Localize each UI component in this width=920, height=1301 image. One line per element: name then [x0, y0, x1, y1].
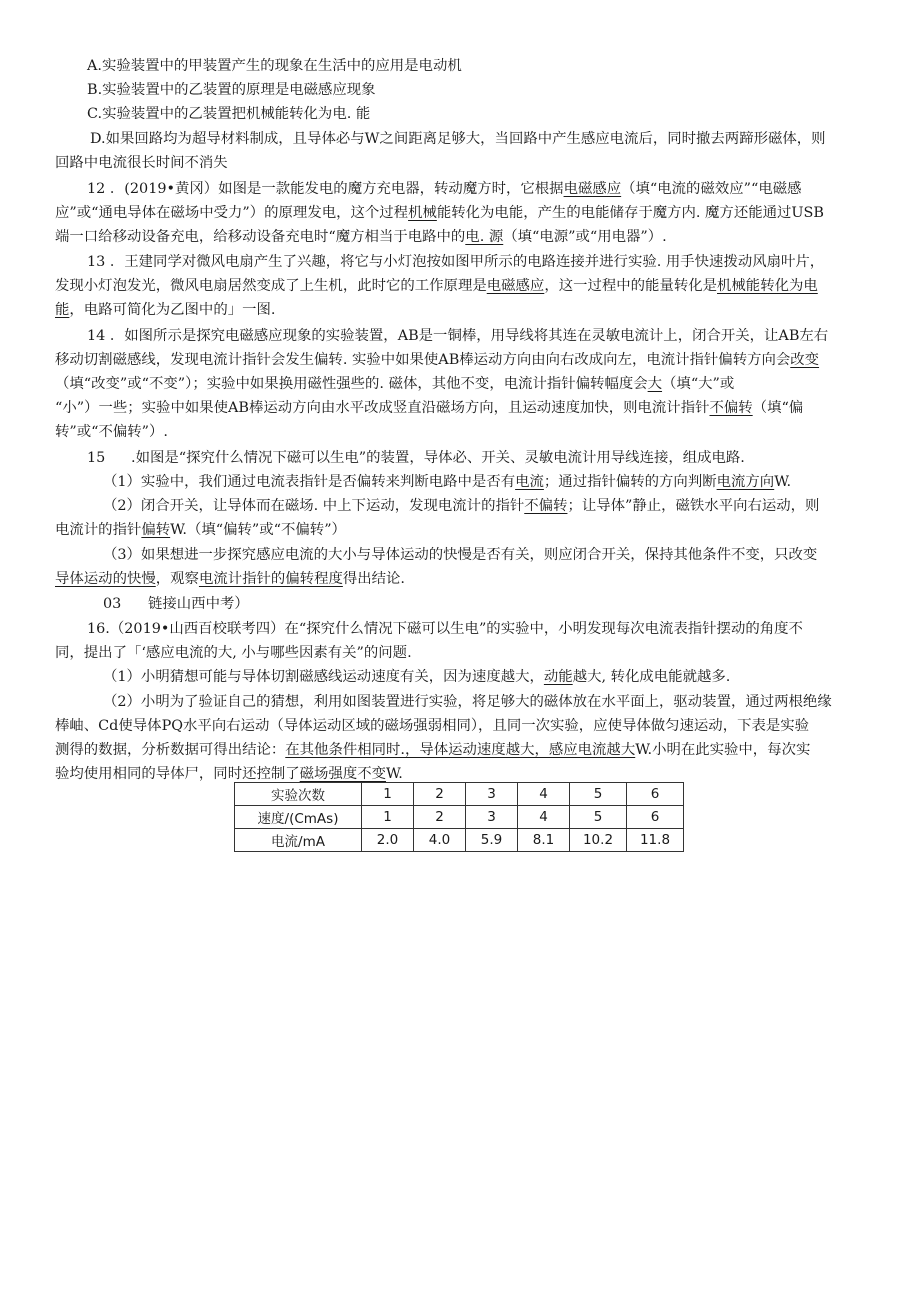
- q14-text: （填“大”或: [662, 376, 735, 392]
- experiment-data-table: [234, 782, 684, 852]
- q15-text: 电流计的指针: [55, 522, 142, 538]
- q15-text: ；通过指针偏转的方向判断: [543, 474, 717, 490]
- q14-line1: 14 ．如图所示是探究电磁感应现象的实验装置，AB是一铜棒，用导线将其连在灵敏电流计上，闭合开关，让AB左右: [87, 328, 829, 344]
- table-cell: 8.1: [518, 829, 570, 852]
- q16-answer-conclusion: 在其他条件相同时.，导体运动速度越大，感应电流越大: [285, 742, 636, 758]
- q13-answer-1: 电磁感应: [486, 278, 545, 294]
- table-cell: 3: [466, 806, 518, 829]
- q12-line3: [55, 228, 667, 246]
- q15-intro: .如图是“探究什么情况下磁可以生电”的装置，导体必、开关、灵敏电流计用导线连接，组成电路.: [131, 450, 745, 466]
- q15-answer-deflect: 偏转: [141, 522, 171, 538]
- q13-line1: 13 ．王建同学对微风电扇产生了兴趣，将它与小灯泡按如图甲所示的电路连接并进行实验. 用手快速拨动风扇叶片，: [87, 254, 825, 270]
- q14-text: （填“改变”或“不变”）；实验中如果换用磁性强些的. 磁体，其他不变，电流计指针偏转幅度会: [55, 376, 648, 392]
- q15-answer-no-deflect: 不偏转: [524, 498, 568, 514]
- table-row: [235, 806, 684, 829]
- q16-part2-line3: [55, 741, 810, 759]
- q15-number: 15: [87, 450, 106, 466]
- table-header-cell: 速度/(CmAs): [235, 806, 362, 829]
- option-c: C.实验装置中的乙装置把机械能转化为电. 能: [87, 106, 371, 122]
- table-cell: 4: [518, 783, 570, 806]
- q15-answer-direction: 电流方向: [716, 474, 775, 490]
- q14-line3: [55, 375, 734, 393]
- q14-text: （填“偏: [752, 400, 804, 416]
- q12-line1: [87, 180, 802, 198]
- q15-text: W.（填“偏转”或“不偏转”）: [170, 522, 346, 538]
- table-cell: 3: [466, 783, 518, 806]
- q15-text: 得出结论.: [342, 571, 405, 587]
- table-cell: 2.0: [362, 829, 414, 852]
- q15-text: W.: [774, 474, 792, 490]
- table-header-cell: 电流/mA: [235, 829, 362, 852]
- option-b: B.实验装置中的乙装置的原理是电磁感应现象: [87, 82, 376, 98]
- table-cell: 2: [414, 806, 466, 829]
- q15-text: （2）闭合开关，让导体而在磁场. 中上下运动，发现电流计的指针: [103, 498, 525, 514]
- q14-line4: [55, 399, 803, 417]
- q13-line3: [55, 301, 275, 319]
- q15-answer-degree: 电流计指针的偏转程度: [198, 571, 343, 587]
- q15-part2-line2: [55, 521, 346, 539]
- table-row: [235, 783, 684, 806]
- table-cell: 6: [627, 783, 684, 806]
- q15-text: （1）实验中，我们通过电流表指针是否偏转来判断电路中是否有: [103, 474, 516, 490]
- q12-text: 端一口给移动设备充电，给移动设备充电时“魔方相当于电路中的: [55, 229, 466, 245]
- q16-text: 验均使用相同的导体尸，同时还控制了: [55, 766, 300, 782]
- q12-answer-1: 电磁感应: [563, 181, 622, 197]
- q12-line2: [55, 204, 824, 222]
- table-cell: 5.9: [466, 829, 518, 852]
- q13-text: ，电路可简化为乙图中的」一图.: [69, 302, 276, 318]
- q15-text: ；让导体”静止，磁铁水平向右运动，则: [567, 498, 820, 514]
- q13-answer-2: 机械能转化为电: [717, 278, 818, 294]
- q15-part3-line2: [55, 570, 405, 588]
- table-cell: 11.8: [627, 829, 684, 852]
- q16-line2: 同，提出了「‘感应电流的大, 小与哪些因素有关”的问题.: [55, 645, 412, 661]
- q14-answer-2: 大: [647, 376, 663, 392]
- q16-text: W.: [386, 766, 403, 782]
- table-header-cell: 实验次数: [235, 783, 362, 806]
- q16-part2-line4: [55, 765, 403, 783]
- q15-text: ，观察: [155, 571, 199, 587]
- q14-line5: 转”或“不偏转”）.: [55, 424, 168, 440]
- q12-text: （填“电流的磁效应”“电磁感: [621, 181, 802, 197]
- q15-part3-line1: （3）如果想进一步探究感应电流的大小与导体运动的快慢是否有关，则应闭合开关，保持其他条件不变，只改变: [103, 547, 818, 563]
- table-cell: 5: [570, 783, 627, 806]
- q13-text: ，这一过程中的能量转化是: [544, 278, 718, 294]
- q16-part2-line1: （2）小明为了验证自己的猜想，利用如图装置进行实验，将足够大的磁体放在水平面上，驱动装置，通过两根绝缘: [103, 694, 832, 710]
- option-d-line2: 回路中电流很长时间不消失: [55, 155, 228, 171]
- q13-text: 发现小灯泡发光，微风电扇居然变成了上生机，此时它的工作原理是: [55, 278, 487, 294]
- option-a: A.实验装置中的甲装置产生的现象在生活中的应用是电动机: [87, 58, 462, 74]
- table-cell: 2: [414, 783, 466, 806]
- q15-part2-line1: [103, 497, 819, 515]
- q12-answer-2: 机械: [408, 205, 437, 221]
- q14-line2: [55, 351, 819, 369]
- q13-line2: [55, 277, 818, 295]
- table-cell: 10.2: [570, 829, 627, 852]
- q15-part1: [103, 473, 791, 491]
- q16-answer-kinetic: 动能: [543, 669, 573, 685]
- q16-text: 测得的数据，分析数据可得出结论：: [55, 742, 286, 758]
- q12-text: 能转化为电能，产生的电能储存于魔方内. 魔方还能通过USB: [436, 205, 824, 221]
- table-row: [235, 829, 684, 852]
- q16-text: W.小明在此实验中，每次实: [635, 742, 811, 758]
- table-cell: 5: [570, 806, 627, 829]
- table-cell: 4.0: [414, 829, 466, 852]
- q14-answer-3: 不偏转: [709, 400, 753, 416]
- q13-answer-2-cont: 能: [55, 302, 70, 318]
- q12-text: 应”或“通电导体在磁场中受力”）的原理发电，这个过程: [55, 205, 409, 221]
- q16-line1: 16.（2019•山西百校联考四）在“探究什么情况下磁可以生电”的实验中，小明发现每次电流表指针摆动的角度不: [87, 621, 803, 637]
- q15-answer-current: 电流: [515, 474, 544, 490]
- q14-text: “小”）一些；实验中如果使AB棒运动方向由水平改成竖直沿磁场方向，且运动速度加快，则电流计指针: [55, 400, 710, 416]
- q15-answer-speed: 导体运动的快慢: [55, 571, 156, 587]
- option-d-line1: D.如果回路均为超导材料制成，且导体必与W之间距离足够大，当回路中产生感应电流后，同时撤去两蹄形磁体，则: [90, 131, 826, 147]
- section-number: 03: [103, 596, 122, 612]
- q14-text: 移动切割磁感线，发现电流计指针会发生偏转. 实验中如果使AB棒运动方向由向右改成向左，电流计指针偏转方向会: [55, 352, 791, 368]
- q12-text: （填“电源”或“用电器”）.: [503, 229, 667, 245]
- q12-answer-3: 电. 源: [465, 229, 504, 245]
- section-title: 链接山西中考）: [148, 596, 249, 612]
- q16-text: （1）小明猜想可能与导体切割磁感线运动速度有关，因为速度越大，: [103, 669, 544, 685]
- q16-text: 越大, 转化成电能就越多.: [572, 669, 731, 685]
- q12-text: 12 ．(2019•黄冈）如图是一款能发电的魔方充电器，转动魔方时，它根据: [87, 181, 564, 197]
- q16-part2-line2: 棒岫、Cd使导体PQ水平向右运动（导体运动区域的磁场强弱相同），且同一次实验，应使导体做匀速运动，下表是实验: [55, 718, 810, 734]
- q14-answer-1: 改变: [790, 352, 820, 368]
- q16-answer-control: 磁场强度不变: [299, 766, 387, 782]
- table-cell: 4: [518, 806, 570, 829]
- table-cell: 1: [362, 806, 414, 829]
- q16-part1: [103, 668, 730, 686]
- table-cell: 1: [362, 783, 414, 806]
- table-cell: 6: [627, 806, 684, 829]
